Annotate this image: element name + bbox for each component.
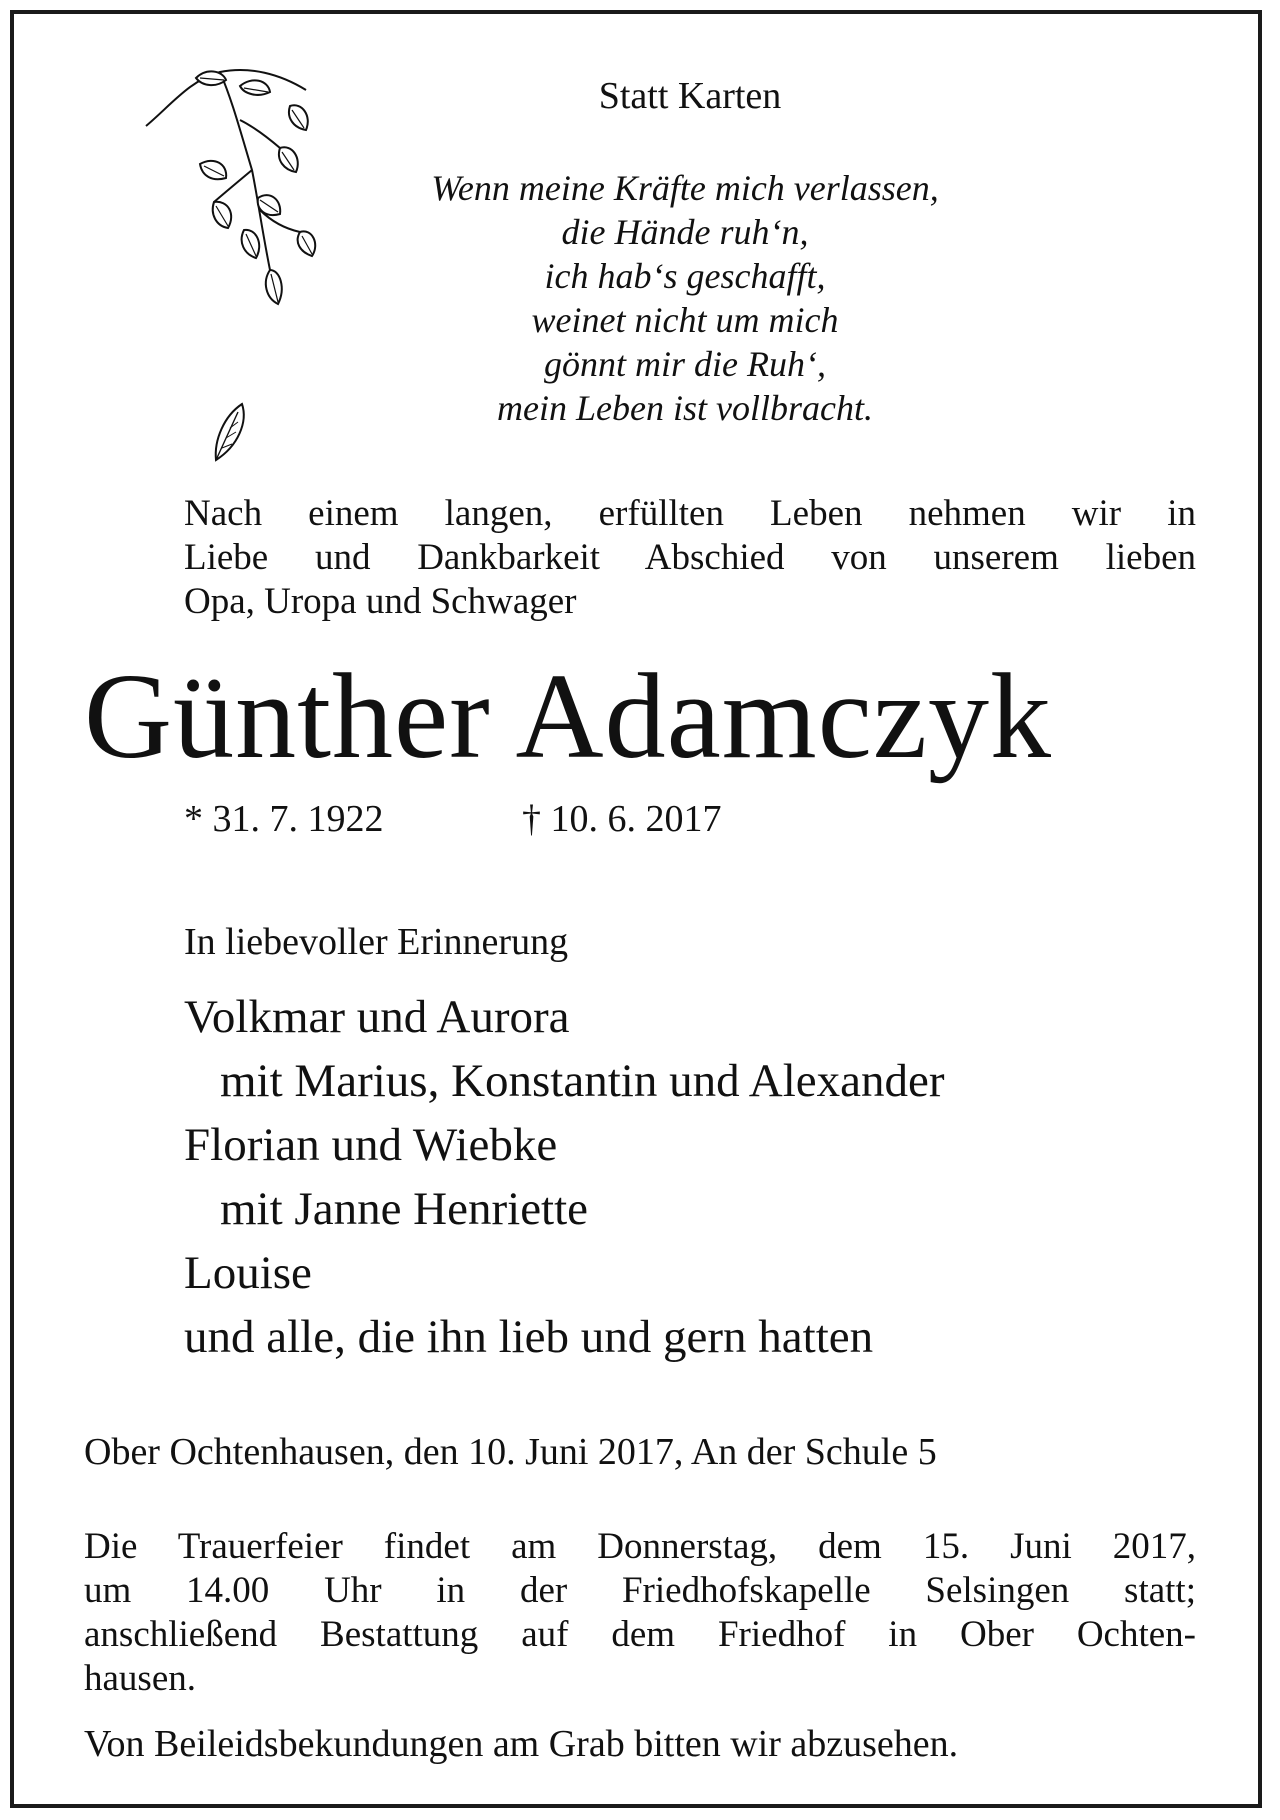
condolence-note: Von Beileidsbekundungen am Grab bitten wir abzusehen. (84, 1723, 959, 1765)
memory-line: In liebevoller Erinnerung (184, 921, 569, 963)
header-statt-karten: Statt Karten (598, 75, 782, 117)
poem-line: gönnt mir die Ruh‘, (544, 344, 826, 384)
poem-line: Wenn meine Kräfte mich verlassen, (431, 168, 939, 208)
deceased-name: Günther Adamczyk (84, 649, 1052, 784)
intro-paragraph (184, 492, 1196, 624)
family-entry: Florian und Wiebke (184, 1119, 558, 1171)
family-entry: und alle, die ihn lieb und gern hatten (184, 1311, 874, 1363)
poem (360, 166, 1010, 430)
poem-line: die Hände ruh‘n, (561, 212, 809, 252)
intro-line: Nach einem langen, erfüllten Leben nehmen wir in (184, 493, 1196, 534)
family-entry: Volkmar und Aurora (184, 991, 570, 1043)
falling-leaf-icon (208, 400, 252, 464)
poem-line: ich hab‘s geschafft, (544, 256, 826, 296)
service-line: um 14.00 Uhr in der Friedhofskapelle Selsingen statt; (84, 1570, 1196, 1611)
family-list (184, 985, 944, 1369)
service-paragraph (84, 1525, 1196, 1701)
intro-line: Liebe und Dankbarkeit Abschied von unserem lieben (184, 537, 1196, 578)
service-line: Die Trauerfeier findet am Donnerstag, dem 15. Juni 2017, (84, 1526, 1196, 1567)
poem-line: weinet nicht um mich (531, 300, 839, 340)
place-and-date: Ober Ochtenhausen, den 10. Juni 2017, An der Schule 5 (84, 1431, 937, 1473)
service-line: hausen. (84, 1658, 196, 1699)
family-entry: Louise (184, 1247, 312, 1299)
death-date: † 10. 6. 2017 (522, 798, 722, 840)
intro-line: Opa, Uropa und Schwager (184, 581, 577, 622)
family-entry: mit Janne Henriette (220, 1183, 589, 1235)
poem-line: mein Leben ist vollbracht. (497, 388, 873, 428)
family-entry: mit Marius, Konstantin und Alexander (220, 1055, 945, 1107)
service-line: anschließend Bestattung auf dem Friedhof in Ober Ochten- (84, 1614, 1196, 1655)
birth-date: * 31. 7. 1922 (184, 798, 384, 840)
